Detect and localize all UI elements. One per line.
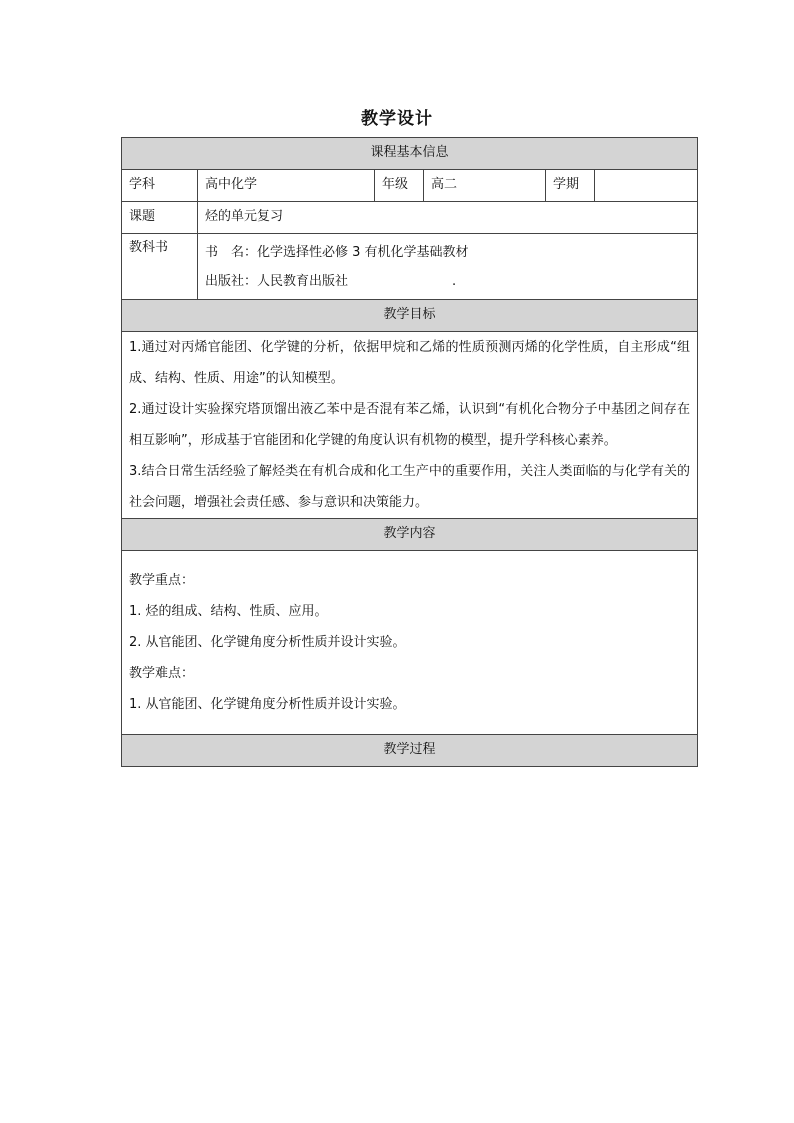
content-row <box>122 551 698 735</box>
book-name-line: 书 名：化学选择性必修 3 有机化学基础教材 <box>205 244 469 260</box>
objective-item: 1.通过对丙烯官能团、化学键的分析，依据甲烷和乙烯的性质预测丙烯的化学性质，自主形成“组成、结构、性质、用途”的认知模型。 <box>129 340 691 386</box>
objectives-header: 教学目标 <box>122 300 698 332</box>
topic-label: 课题 <box>122 202 198 234</box>
textbook-label: 教科书 <box>122 234 198 300</box>
topic-row <box>122 202 698 234</box>
textbook-row <box>122 234 698 300</box>
document-title: 教学设计 <box>361 109 433 129</box>
basic-info-header: 课程基本信息 <box>122 138 698 170</box>
key-points-label: 教学重点： <box>129 573 195 588</box>
objective-item: 2.通过设计实验探究塔顶馏出液乙苯中是否混有苯乙烯，认识到“有机化合物分子中基团之间存在相互影响”，形成基于官能团和化学键的角度认识有机物的模型，提升学科核心素养。 <box>129 402 691 448</box>
basic-info-header-row <box>122 138 698 170</box>
grade-value: 高二 <box>424 170 546 202</box>
grade-label: 年级 <box>375 170 424 202</box>
key-point-item: 2. 从官能团、化学键角度分析性质并设计实验。 <box>129 635 406 650</box>
difficulty-item: 1. 从官能团、化学键角度分析性质并设计实验。 <box>129 697 406 712</box>
term-label: 学期 <box>546 170 595 202</box>
objectives-header-row <box>122 300 698 332</box>
lesson-plan-table <box>121 137 698 767</box>
process-header: 教学过程 <box>122 735 698 767</box>
subject-value: 高中化学 <box>198 170 375 202</box>
difficulties-label: 教学难点： <box>129 666 195 681</box>
objectives-row <box>122 332 698 519</box>
objectives-list <box>122 332 698 519</box>
publisher-line: 出版社：人民教育出版社 . <box>205 273 457 289</box>
content-list <box>122 551 698 735</box>
content-header-row <box>122 519 698 551</box>
term-value <box>595 170 698 202</box>
content-header: 教学内容 <box>122 519 698 551</box>
topic-value: 烃的单元复习 <box>198 202 698 234</box>
textbook-info <box>198 234 698 300</box>
objective-item: 3.结合日常生活经验了解烃类在有机合成和化工生产中的重要作用，关注人类面临的与化学有关的社会问题，增强社会责任感、参与意识和决策能力。 <box>129 464 691 510</box>
subject-label: 学科 <box>122 170 198 202</box>
subject-row <box>122 170 698 202</box>
key-point-item: 1. 烃的组成、结构、性质、应用。 <box>129 604 328 619</box>
process-header-row <box>122 735 698 767</box>
